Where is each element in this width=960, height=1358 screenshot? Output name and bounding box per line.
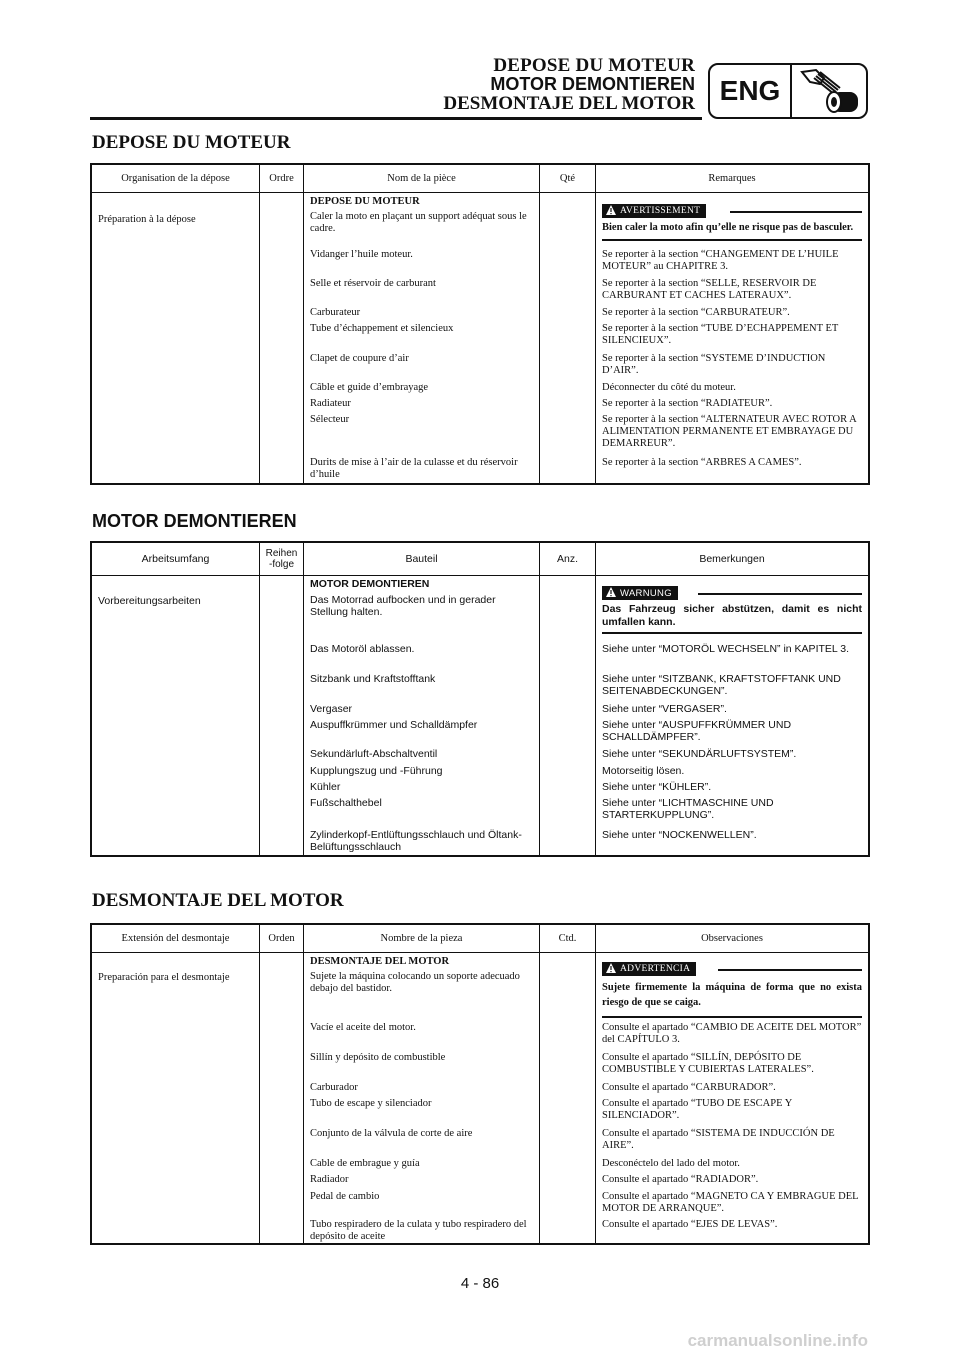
list-item: Zylinderkopf-Entlüftungsschlauch und Öltank-Belüftungsschlauch: [310, 829, 522, 853]
header-title-es: DESMONTAJE DEL MOTOR: [443, 93, 695, 114]
list-item: Durits de mise à l’air de la culasse et du réservoir d’huile: [310, 457, 518, 480]
watermark: carmanualsonline.info: [687, 1331, 868, 1350]
list-item: Câble et guide d’embrayage: [310, 382, 429, 393]
col-header: Observaciones: [701, 933, 763, 944]
remark: Siehe unter “NOCKENWELLEN”.: [602, 829, 757, 841]
col-header: Ordre: [260, 165, 304, 192]
group-title: DESMONTAJE DEL MOTOR: [310, 956, 450, 967]
section-title-es: DESMONTAJE DEL MOTOR: [92, 890, 344, 911]
job-label: Vorbereitungsarbeiten: [98, 595, 201, 607]
warning-text: Bien caler la moto afin qu’elle ne risque pas de basculer.: [602, 222, 854, 233]
warning-triangle-icon: [606, 205, 616, 218]
remark: Siehe unter “VERGASER”.: [602, 703, 727, 715]
list-item: Carburateur: [310, 307, 361, 318]
warning-badge: AVERTISSEMENT: [602, 204, 706, 218]
col-header: Extensión del desmontaje: [92, 925, 260, 952]
list-item: Conjunto de la válvula de corte de aire: [310, 1128, 473, 1139]
col-header: Anz.: [540, 543, 596, 575]
col-header: Nombre de la pieza: [304, 925, 540, 952]
remark: Siehe unter “MOTORÖL WECHSELN” in KAPITEL 3.: [602, 643, 850, 655]
warning-text: Sujete firmemente la máquina de forma que no exista riesgo de que se caiga.: [602, 982, 862, 1008]
list-item: Caler la moto en plaçant un support adéquat sous le cadre.: [310, 211, 527, 234]
list-item: Selle et réservoir de carburant: [310, 278, 436, 289]
warning-box: [602, 586, 862, 629]
list-item: Tube d’échappement et silencieux: [310, 323, 454, 334]
header-titles: [443, 56, 695, 113]
col-header: Bemerkungen: [699, 553, 765, 565]
chapter-badge: [708, 63, 868, 119]
remark: Motorseitig lösen.: [602, 765, 685, 777]
remark: Se reporter à la section “ALTERNATEUR AVEC ROTOR A ALIMENTATION PERMANENTE ET EMBRAYAGE DU DEMARREUR”.: [602, 414, 857, 449]
table-fr: [90, 163, 870, 485]
remark: Se reporter à la section “SYSTEME D’INDUCTION D’AIR”.: [602, 353, 826, 376]
list-item: Radiateur: [310, 398, 351, 409]
table-es: [90, 923, 870, 1245]
header-rule: [90, 117, 702, 120]
section-title-de: MOTOR DEMONTIEREN: [92, 511, 297, 531]
warning-badge: ADVERTENCIA: [602, 962, 696, 976]
remark: Se reporter à la section “SELLE, RESERVOIR DE CARBURANT ET CACHES LATERAUX”.: [602, 278, 817, 301]
list-item: Sekundärluft-Abschaltventil: [310, 748, 438, 760]
remark: Se reporter à la section “CARBURATEUR”.: [602, 307, 790, 318]
list-item: Vidanger l’huile moteur.: [310, 249, 413, 260]
col-header: Nom de la pièce: [304, 165, 540, 192]
remark: Siehe unter “LICHTMASCHINE UND STARTERKUPPLUNG”.: [602, 797, 774, 821]
col-header: Organisation de la dépose: [92, 165, 260, 192]
list-item: Carburador: [310, 1082, 358, 1093]
job-label: Preparación para el desmontaje: [98, 972, 230, 983]
remark: Siehe unter “AUSPUFFKRÜMMER UND SCHALLDÄMPFER”.: [602, 719, 792, 743]
remark: Se reporter à la section “TUBE D’ECHAPPEMENT ET SILENCIEUX”.: [602, 323, 839, 346]
page-number: 4 - 86: [460, 1275, 500, 1292]
warning-text: Das Fahrzeug sicher abstützen, damit es nicht umfallen kann.: [602, 603, 862, 628]
list-item: Cable de embrague y guía: [310, 1158, 420, 1169]
list-item: Sillín y depósito de combustible: [310, 1052, 446, 1063]
list-item: Kupplungszug und -Führung: [310, 765, 443, 777]
warning-box: [602, 962, 862, 1010]
list-item: Sujete la máquina colocando un soporte adecuado debajo del bastidor.: [310, 971, 520, 994]
warning-box: [602, 204, 862, 234]
remark: Consulte el apartado “RADIADOR”.: [602, 1174, 759, 1185]
warning-triangle-icon: [606, 587, 616, 600]
remark: Se reporter à la section “ARBRES A CAMES”.: [602, 457, 802, 468]
remark: Consulte el apartado “TUBO DE ESCAPE Y SILENCIADOR”.: [602, 1098, 792, 1121]
table-de: [90, 541, 870, 857]
list-item: Auspuffkrümmer und Schalldämpfer: [310, 719, 478, 731]
col-header: Bauteil: [304, 543, 540, 575]
list-item: Das Motorrad aufbocken und in gerader Stellung halten.: [310, 594, 496, 618]
chapter-badge-label: ENG: [710, 65, 792, 117]
list-item: Vergaser: [310, 703, 353, 715]
list-item: Tubo respiradero de la culata y tubo respiradero del depósito de aceite: [310, 1219, 527, 1242]
col-header: Reihen-folge: [260, 543, 304, 575]
engine-wrench-icon: [792, 65, 866, 117]
list-item: Sitzbank und Kraftstofftank: [310, 673, 436, 685]
list-item: Sélecteur: [310, 414, 350, 425]
remark: Consulte el apartado “CAMBIO DE ACEITE DEL MOTOR” del CAPÍTULO 3.: [602, 1022, 862, 1045]
col-header: Remarques: [708, 173, 756, 184]
col-header: Ctd.: [540, 925, 596, 952]
header-title-de: MOTOR DEMONTIEREN: [490, 74, 695, 94]
remark: Consulte el apartado “EJES DE LEVAS”.: [602, 1219, 778, 1230]
remark: Consulte el apartado “MAGNETO CA Y EMBRAGUE DEL MOTOR DE ARRANQUE”.: [602, 1191, 859, 1214]
remark: Desconéctelo del lado del motor.: [602, 1158, 740, 1169]
remark: Siehe unter “SEKUNDÄRLUFTSYSTEM”.: [602, 748, 797, 760]
remark: Se reporter à la section “CHANGEMENT DE L’HUILE MOTEUR” au CHAPITRE 3.: [602, 249, 839, 272]
col-header: Qté: [540, 165, 596, 192]
warning-badge: WARNUNG: [602, 586, 678, 600]
list-item: Kühler: [310, 781, 341, 793]
list-item: Fußschalthebel: [310, 797, 382, 809]
remark: Consulte el apartado “CARBURADOR”.: [602, 1082, 776, 1093]
remark: Déconnecter du côté du moteur.: [602, 382, 736, 393]
section-title-fr: DEPOSE DU MOTEUR: [92, 132, 291, 153]
remark: Se reporter à la section “RADIATEUR”.: [602, 398, 773, 409]
list-item: Tubo de escape y silenciador: [310, 1098, 432, 1109]
col-header: Orden: [260, 925, 304, 952]
list-item: Clapet de coupure d’air: [310, 353, 409, 364]
group-title: DEPOSE DU MOTEUR: [310, 196, 420, 207]
warning-triangle-icon: [606, 963, 616, 976]
remark: Siehe unter “SITZBANK, KRAFTSTOFFTANK UND SEITENABDECKUNGEN”.: [602, 673, 841, 697]
group-title: MOTOR DEMONTIEREN: [310, 578, 430, 590]
remark: Siehe unter “KÜHLER”.: [602, 781, 712, 793]
col-header: Arbeitsumfang: [92, 543, 260, 575]
list-item: Pedal de cambio: [310, 1191, 380, 1202]
list-item: Das Motoröl ablassen.: [310, 643, 415, 655]
list-item: Vacíe el aceite del motor.: [310, 1022, 416, 1033]
remark: Consulte el apartado “SISTEMA DE INDUCCIÓN DE AIRE”.: [602, 1128, 835, 1151]
remark: Consulte el apartado “SILLÍN, DEPÓSITO DE COMBUSTIBLE Y CUBIERTAS LATERALES”.: [602, 1052, 814, 1075]
job-label: Préparation à la dépose: [98, 214, 196, 225]
list-item: Radiador: [310, 1174, 349, 1185]
header-title-fr: DEPOSE DU MOTEUR: [493, 55, 695, 76]
